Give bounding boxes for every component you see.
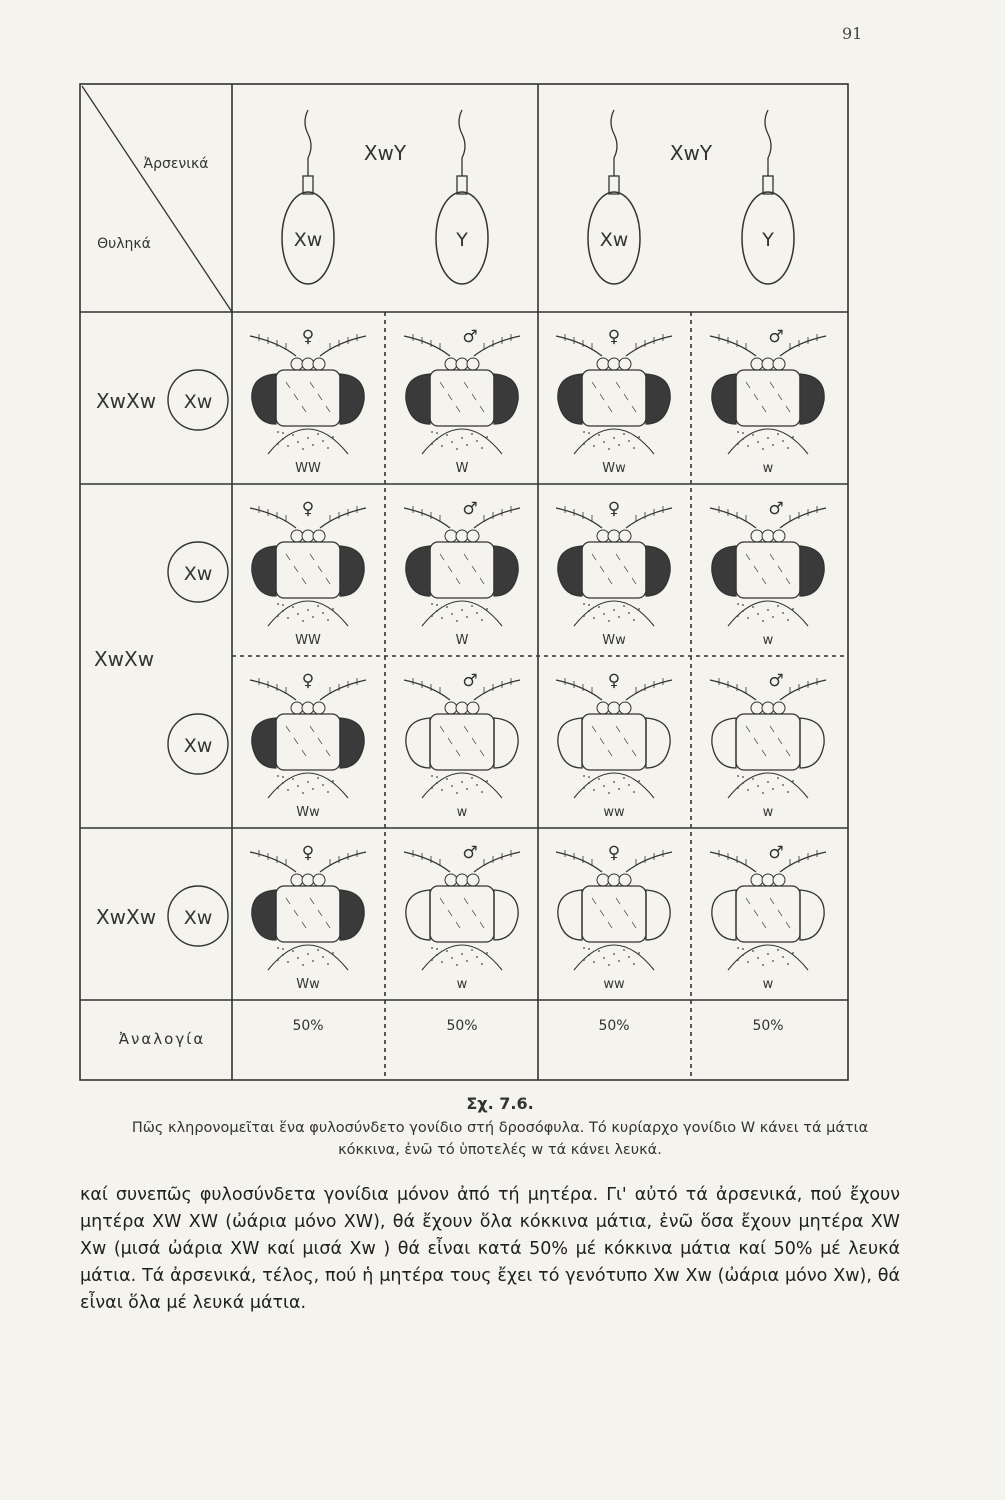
offspring-genotype: Ww [296,805,320,820]
female-sign: ♀ [301,671,315,691]
offspring-genotype: Ww [296,977,320,992]
offspring-genotype: ww [603,977,625,992]
fly-head [556,334,672,454]
red-eye [252,890,276,940]
offspring-genotype: W [455,461,469,476]
offspring-genotype: w [456,805,468,820]
white-eye [712,718,736,768]
sperm-genotype-label: XwY [363,141,407,165]
figure-caption: Πῶς κληρονομεῖται ἕνα φυλοσύνδετο γονίδιο στή δροσόφυλα. Τό κυρίαρχο γονίδιο W κάνει τά μάτια κόκκινα, ἐνῶ τό ὑποτελές w τά κάνει λευκά. [131,1120,869,1158]
white-eye [712,890,736,940]
male-sign: ♂ [768,671,784,691]
fly-head [710,506,826,626]
svg-text:Xw: Xw [293,229,323,251]
figure-label: Σχ. 7.6. [466,1094,534,1113]
cross-row [168,671,826,820]
red-eye [494,374,518,424]
fly-head [404,850,520,970]
fly-head [404,334,520,454]
red-eye [340,890,364,940]
mother-genotype: XwXw [93,647,155,671]
red-eye [558,374,582,424]
egg-cell [168,370,228,430]
sperm-cell [282,110,334,284]
red-eye [558,546,582,596]
offspring-genotype: Ww [602,633,626,648]
red-eye [800,374,824,424]
ratio-value: 50% [292,1018,324,1034]
female-sign: ♀ [301,499,315,519]
fly-head [250,506,366,626]
female-sign: ♀ [301,843,315,863]
white-eye [800,718,824,768]
red-eye [340,374,364,424]
red-eye [646,546,670,596]
offspring-genotype: W [455,633,469,648]
white-eye [494,718,518,768]
red-eye [712,546,736,596]
female-sign: ♀ [607,843,621,863]
body-paragraph: καί συνεπῶς φυλοσύνδετα γονίδια μόνον ἀπό τή μητέρα. Γι' αὐτό τά ἀρσενικά, πού ἔχουν μητέρα XW XW (ὠάρια μόνο XW), θά ἔχουν ὅλα κόκκινα μάτια, ἐνῶ ὅσα ἔχουν μητέρα XW Xw (μισά ὠάρια XW καί μισά Xw ) θά εἶναι κατά 50% μέ κόκκινα μάτια καί 50% μέ λευκά μάτια. Τά ἀρσενικά, τέλος, πού ἡ μητέρα τους ἔχει τό γενότυπο Xw Xw (ὠάρια μόνο Xw), θά εἶναι ὅλα μέ λευκά μάτια. [80,1185,900,1313]
male-sign: ♂ [768,499,784,519]
corner-label-females: Θυληκά [97,236,151,252]
male-sign: ♂ [768,843,784,863]
egg-cell [168,886,228,946]
sperm-cell [588,110,640,284]
red-eye [494,546,518,596]
red-eye [800,546,824,596]
svg-text:Xw: Xw [599,229,629,251]
male-sign: ♂ [462,499,478,519]
svg-text:Xw: Xw [183,907,213,929]
mother-genotype: XwXw [95,389,157,413]
ratio-value: 50% [752,1018,784,1034]
fly-head [710,334,826,454]
offspring-genotype: w [762,461,774,476]
svg-text:Xw: Xw [183,391,213,413]
svg-text:Y: Y [762,229,774,251]
red-eye [340,546,364,596]
white-eye [406,718,430,768]
ratio-value: 50% [446,1018,478,1034]
egg-cell [168,542,228,602]
male-sign: ♂ [462,843,478,863]
svg-text:Y: Y [456,229,468,251]
offspring-genotype: WW [295,633,321,648]
fly-head [710,850,826,970]
red-eye [340,718,364,768]
white-eye [646,718,670,768]
sperm-genotype-label: XwY [669,141,713,165]
male-sign: ♂ [462,327,478,347]
white-eye [558,890,582,940]
offspring-genotype: ww [603,805,625,820]
red-eye [252,546,276,596]
offspring-genotype: w [762,977,774,992]
cross-row [96,327,826,476]
ratio-label: Ἀναλογία [118,1030,206,1048]
page-number: 91 [842,24,863,43]
fly-head [404,506,520,626]
figure-caption-block [60,1094,940,1161]
red-eye [406,546,430,596]
fly-head [556,506,672,626]
mother-genotype: XwXw [95,905,157,929]
male-sign: ♂ [768,327,784,347]
offspring-genotype: w [762,633,774,648]
white-eye [646,890,670,940]
red-eye [406,374,430,424]
white-eye [406,890,430,940]
male-sign: ♂ [462,671,478,691]
offspring-genotype: w [762,805,774,820]
fly-head [250,678,366,798]
offspring-genotype: w [456,977,468,992]
egg-cell [168,714,228,774]
red-eye [252,718,276,768]
cross-row [96,843,826,992]
red-eye [712,374,736,424]
white-eye [558,718,582,768]
red-eye [646,374,670,424]
fly-head [556,850,672,970]
cross-row [94,499,826,671]
svg-text:Xw: Xw [183,735,213,757]
sperm-cell [742,110,794,284]
offspring-genotype: Ww [602,461,626,476]
fly-head [250,850,366,970]
svg-text:Xw: Xw [183,563,213,585]
red-eye [252,374,276,424]
fly-head [710,678,826,798]
fly-head [404,678,520,798]
fly-head [556,678,672,798]
offspring-genotype: WW [295,461,321,476]
white-eye [800,890,824,940]
ratio-value: 50% [598,1018,630,1034]
fly-head [250,334,366,454]
female-sign: ♀ [301,327,315,347]
white-eye [494,890,518,940]
female-sign: ♀ [607,499,621,519]
sperm-cell [436,110,488,284]
female-sign: ♀ [607,671,621,691]
female-sign: ♀ [607,327,621,347]
corner-label-males: Ἀρσενικά [143,156,209,172]
